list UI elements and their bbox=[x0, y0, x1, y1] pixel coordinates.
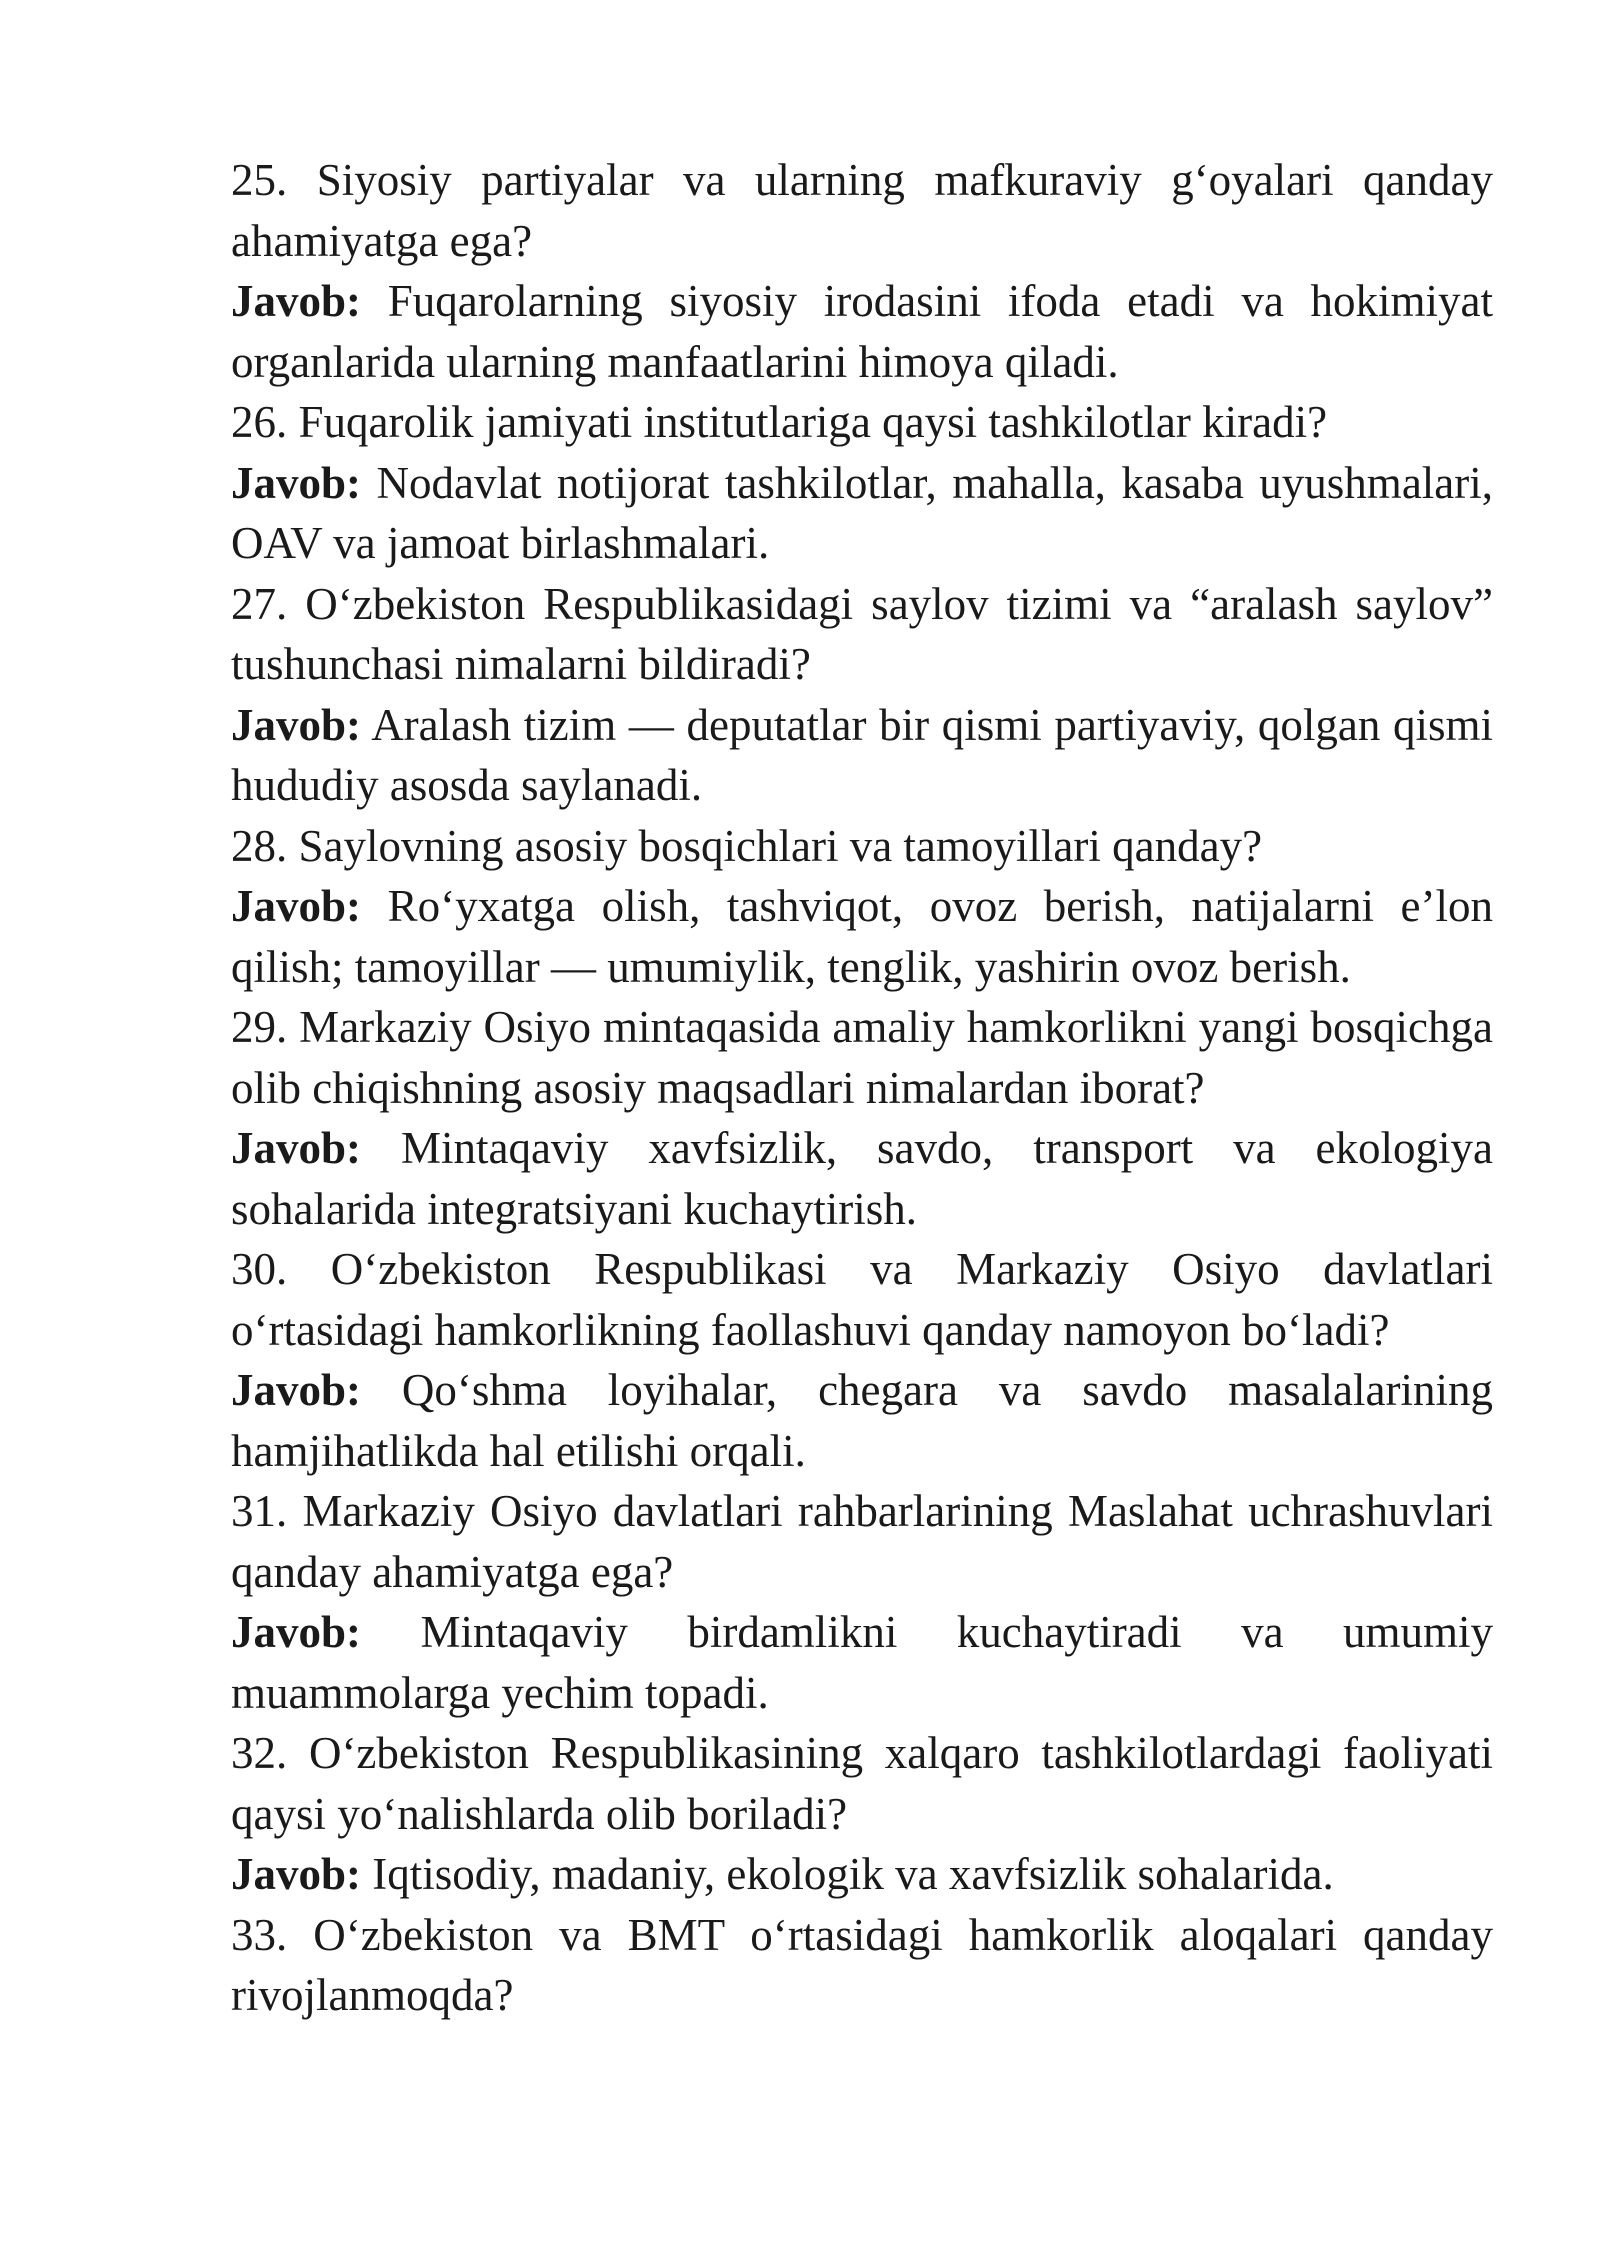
answer-label: Javob: bbox=[231, 1849, 362, 1899]
answer-text: Nodavlat notijorat tashkilotlar, mahalla, kasaba uyushmalari, OAV va jamoat birlashmalari. bbox=[231, 457, 1494, 568]
question-25: 25. Siyosiy partiyalar va ularning mafkuraviy g‘oyalari qanday ahamiyatga ega? bbox=[231, 155, 1493, 266]
question-27: 27. O‘zbekiston Respublikasidagi saylov tizimi va “aralash saylov” tushunchasi nimalarni bildiradi? bbox=[231, 578, 1493, 689]
document-page bbox=[231, 150, 1493, 2026]
answer-label: Javob: bbox=[231, 699, 362, 750]
answer-label: Javob: bbox=[231, 881, 362, 931]
answer-29 bbox=[231, 1118, 1493, 1239]
answer-label: Javob: bbox=[231, 1607, 362, 1657]
answer-text: Fuqarolarning siyosiy irodasini ifoda etadi va hokimiyat organlarida ularning manfaatlarini himoya qiladi. bbox=[231, 276, 1494, 387]
answer-label: Javob: bbox=[231, 1123, 362, 1173]
question-29: 29. Markaziy Osiyo mintaqasida amaliy hamkorlikni yangi bosqichga olib chiqishning asosiy maqsadlari nimalardan iborat? bbox=[231, 1002, 1493, 1113]
answer-28 bbox=[231, 876, 1493, 997]
answer-text: Qo‘shma loyihalar, chegara va savdo masalalarining hamjihatlikda hal etilishi orqali. bbox=[231, 1365, 1493, 1476]
question-28: 28. Saylovning asosiy bosqichlari va tamoyillari qanday? bbox=[231, 820, 1263, 871]
question-32: 32. O‘zbekiston Respublikasining xalqaro tashkilotlardagi faoliyati qaysi yo‘nalishlarda olib boriladi? bbox=[231, 1728, 1493, 1839]
answer-label: Javob: bbox=[231, 1365, 362, 1415]
answer-26 bbox=[231, 453, 1493, 574]
answer-27 bbox=[231, 695, 1493, 816]
question-31: 31. Markaziy Osiyo davlatlari rahbarlarining Maslahat uchrashuvlari qanday ahamiyatga ega? bbox=[231, 1486, 1493, 1597]
answer-25 bbox=[231, 271, 1493, 392]
answer-label: Javob: bbox=[231, 276, 362, 326]
question-26: 26. Fuqarolik jamiyati institutlariga qaysi tashkilotlar kiradi? bbox=[231, 397, 1328, 447]
answer-32 bbox=[231, 1844, 1493, 1905]
answer-text: Mintaqaviy birdamlikni kuchaytiradi va umumiy muammolarga yechim topadi. bbox=[231, 1607, 1493, 1718]
question-33: 33. O‘zbekiston va BMT o‘rtasidagi hamkorlik aloqalari qanday rivojlanmoqda? bbox=[231, 1909, 1493, 2020]
answer-text: Mintaqaviy xavfsizlik, savdo, transport va ekologiya sohalarida integratsiyani kuchaytirish. bbox=[231, 1123, 1493, 1234]
answer-text: Ro‘yxatga olish, tashviqot, ovoz berish, natijalarni e’lon qilish; tamoyillar — umumiylik, tenglik, yashirin ovoz berish. bbox=[231, 881, 1493, 992]
question-30: 30. O‘zbekiston Respublikasi va Markaziy Osiyo davlatlari o‘rtasidagi hamkorlikning faollashuvi qanday namoyon bo‘ladi? bbox=[231, 1244, 1493, 1355]
answer-31 bbox=[231, 1602, 1493, 1723]
answer-label: Javob: bbox=[231, 457, 362, 508]
answer-text: Aralash tizim — deputatlar bir qismi partiyaviy, qolgan qismi hududiy asosda saylanadi. bbox=[231, 699, 1493, 810]
answer-30 bbox=[231, 1360, 1493, 1481]
answer-text: Iqtisodiy, madaniy, ekologik va xavfsizlik sohalarida. bbox=[372, 1849, 1334, 1899]
